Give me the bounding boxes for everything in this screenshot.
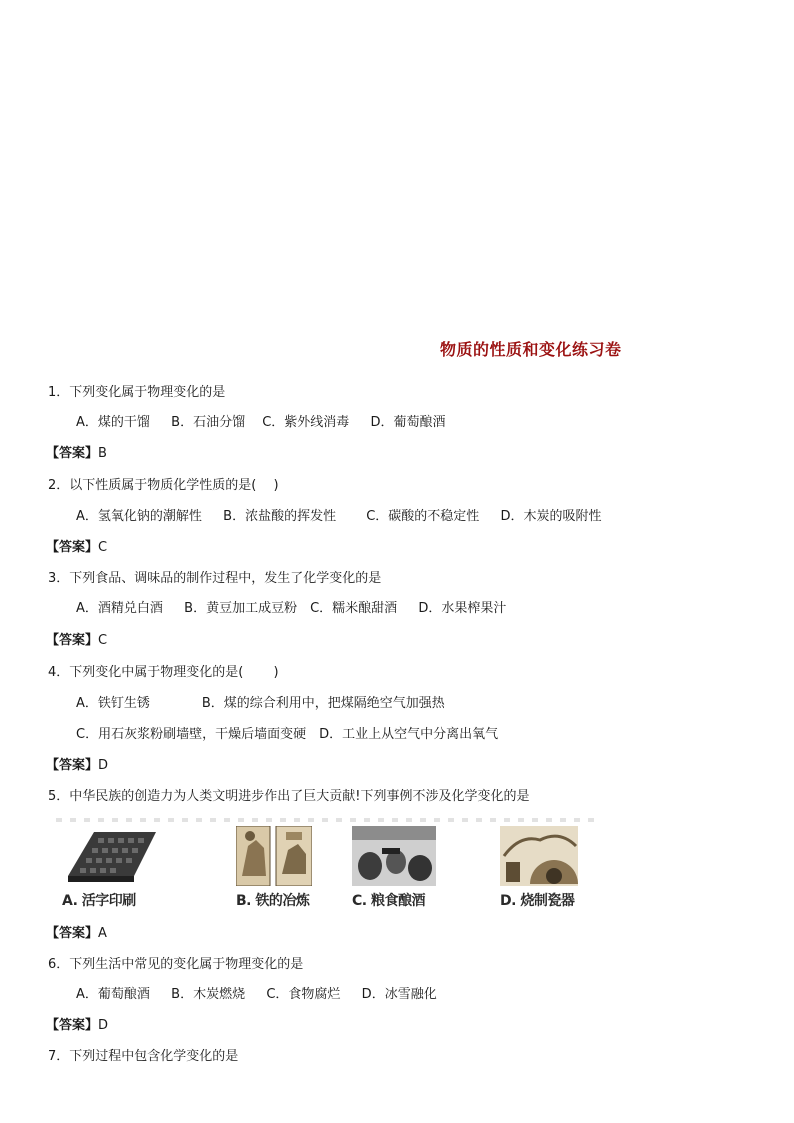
answer-value: B	[98, 446, 107, 461]
wine-brewing-image	[352, 826, 436, 886]
answer-value: A	[98, 926, 107, 941]
question-4-options-line-2: C．用石灰浆粉刷墙壁，干燥后墙面变硬 D．工业上从空气中分离出氧气	[76, 727, 499, 742]
answer-label: 【答案】	[46, 446, 99, 461]
porcelain-kiln-image	[500, 826, 578, 886]
question-6-stem: 6．下列生活中常见的变化属于物理变化的是	[48, 957, 304, 972]
question-4-options-line-1: A．铁钉生锈 B．煤的综合利用中，把煤隔绝空气加强热	[76, 696, 445, 711]
answer-value: D	[98, 758, 109, 773]
question-7-stem: 7．下列过程中包含化学变化的是	[48, 1049, 239, 1064]
page-title: 物质的性质和变化练习卷	[440, 340, 622, 359]
question-1-options: A．煤的干馏 B．石油分馏 C．紫外线消毒 D．葡萄酿酒	[76, 415, 446, 430]
question-5-answer	[46, 925, 107, 943]
answer-value: C	[98, 540, 108, 555]
answer-label: 【答案】	[46, 926, 99, 941]
answer-label: 【答案】	[46, 758, 99, 773]
question-3-options: A．酒精兑白酒 B．黄豆加工成豆粉 C．糯米酿甜酒 D．水果榨果汁	[76, 601, 507, 616]
question-2-stem: 2．以下性质属于物质化学性质的是( )	[48, 478, 279, 493]
question-3-answer	[46, 632, 107, 650]
question-2-answer	[46, 539, 107, 557]
answer-label: 【答案】	[46, 633, 99, 648]
answer-label: 【答案】	[46, 1018, 99, 1033]
answer-value: C	[98, 633, 108, 648]
question-4-stem: 4．下列变化中属于物理变化的是( )	[48, 665, 279, 680]
figure-b-caption: B. 铁的冶炼	[236, 893, 310, 909]
iron-smelting-image	[236, 826, 312, 886]
answer-label: 【答案】	[46, 540, 99, 555]
question-1-answer	[46, 445, 107, 463]
question-6-options: A．葡萄酿酒 B．木炭燃烧 C．食物腐烂 D．冰雪融化	[76, 987, 437, 1002]
question-5-figures	[56, 822, 596, 912]
question-6-answer	[46, 1017, 108, 1035]
question-2-options: A．氢氧化钠的潮解性 B．浓盐酸的挥发性 C．碳酸的不稳定性 D．木炭的吸附性	[76, 509, 602, 524]
answer-value: D	[98, 1018, 109, 1033]
question-5-stem: 5．中华民族的创造力为人类文明进步作出了巨大贡献!下列事例不涉及化学变化的是	[48, 789, 530, 804]
movable-type-image	[64, 826, 160, 886]
figure-d-caption: D. 烧制瓷器	[500, 893, 575, 909]
question-3-stem: 3．下列食品、调味品的制作过程中，发生了化学变化的是	[48, 571, 382, 586]
question-4-answer	[46, 757, 108, 775]
question-1-stem: 1．下列变化属于物理变化的是	[48, 385, 226, 400]
figure-c-caption: C. 粮食酿酒	[352, 893, 425, 909]
figure-a-caption: A. 活字印刷	[62, 893, 136, 909]
